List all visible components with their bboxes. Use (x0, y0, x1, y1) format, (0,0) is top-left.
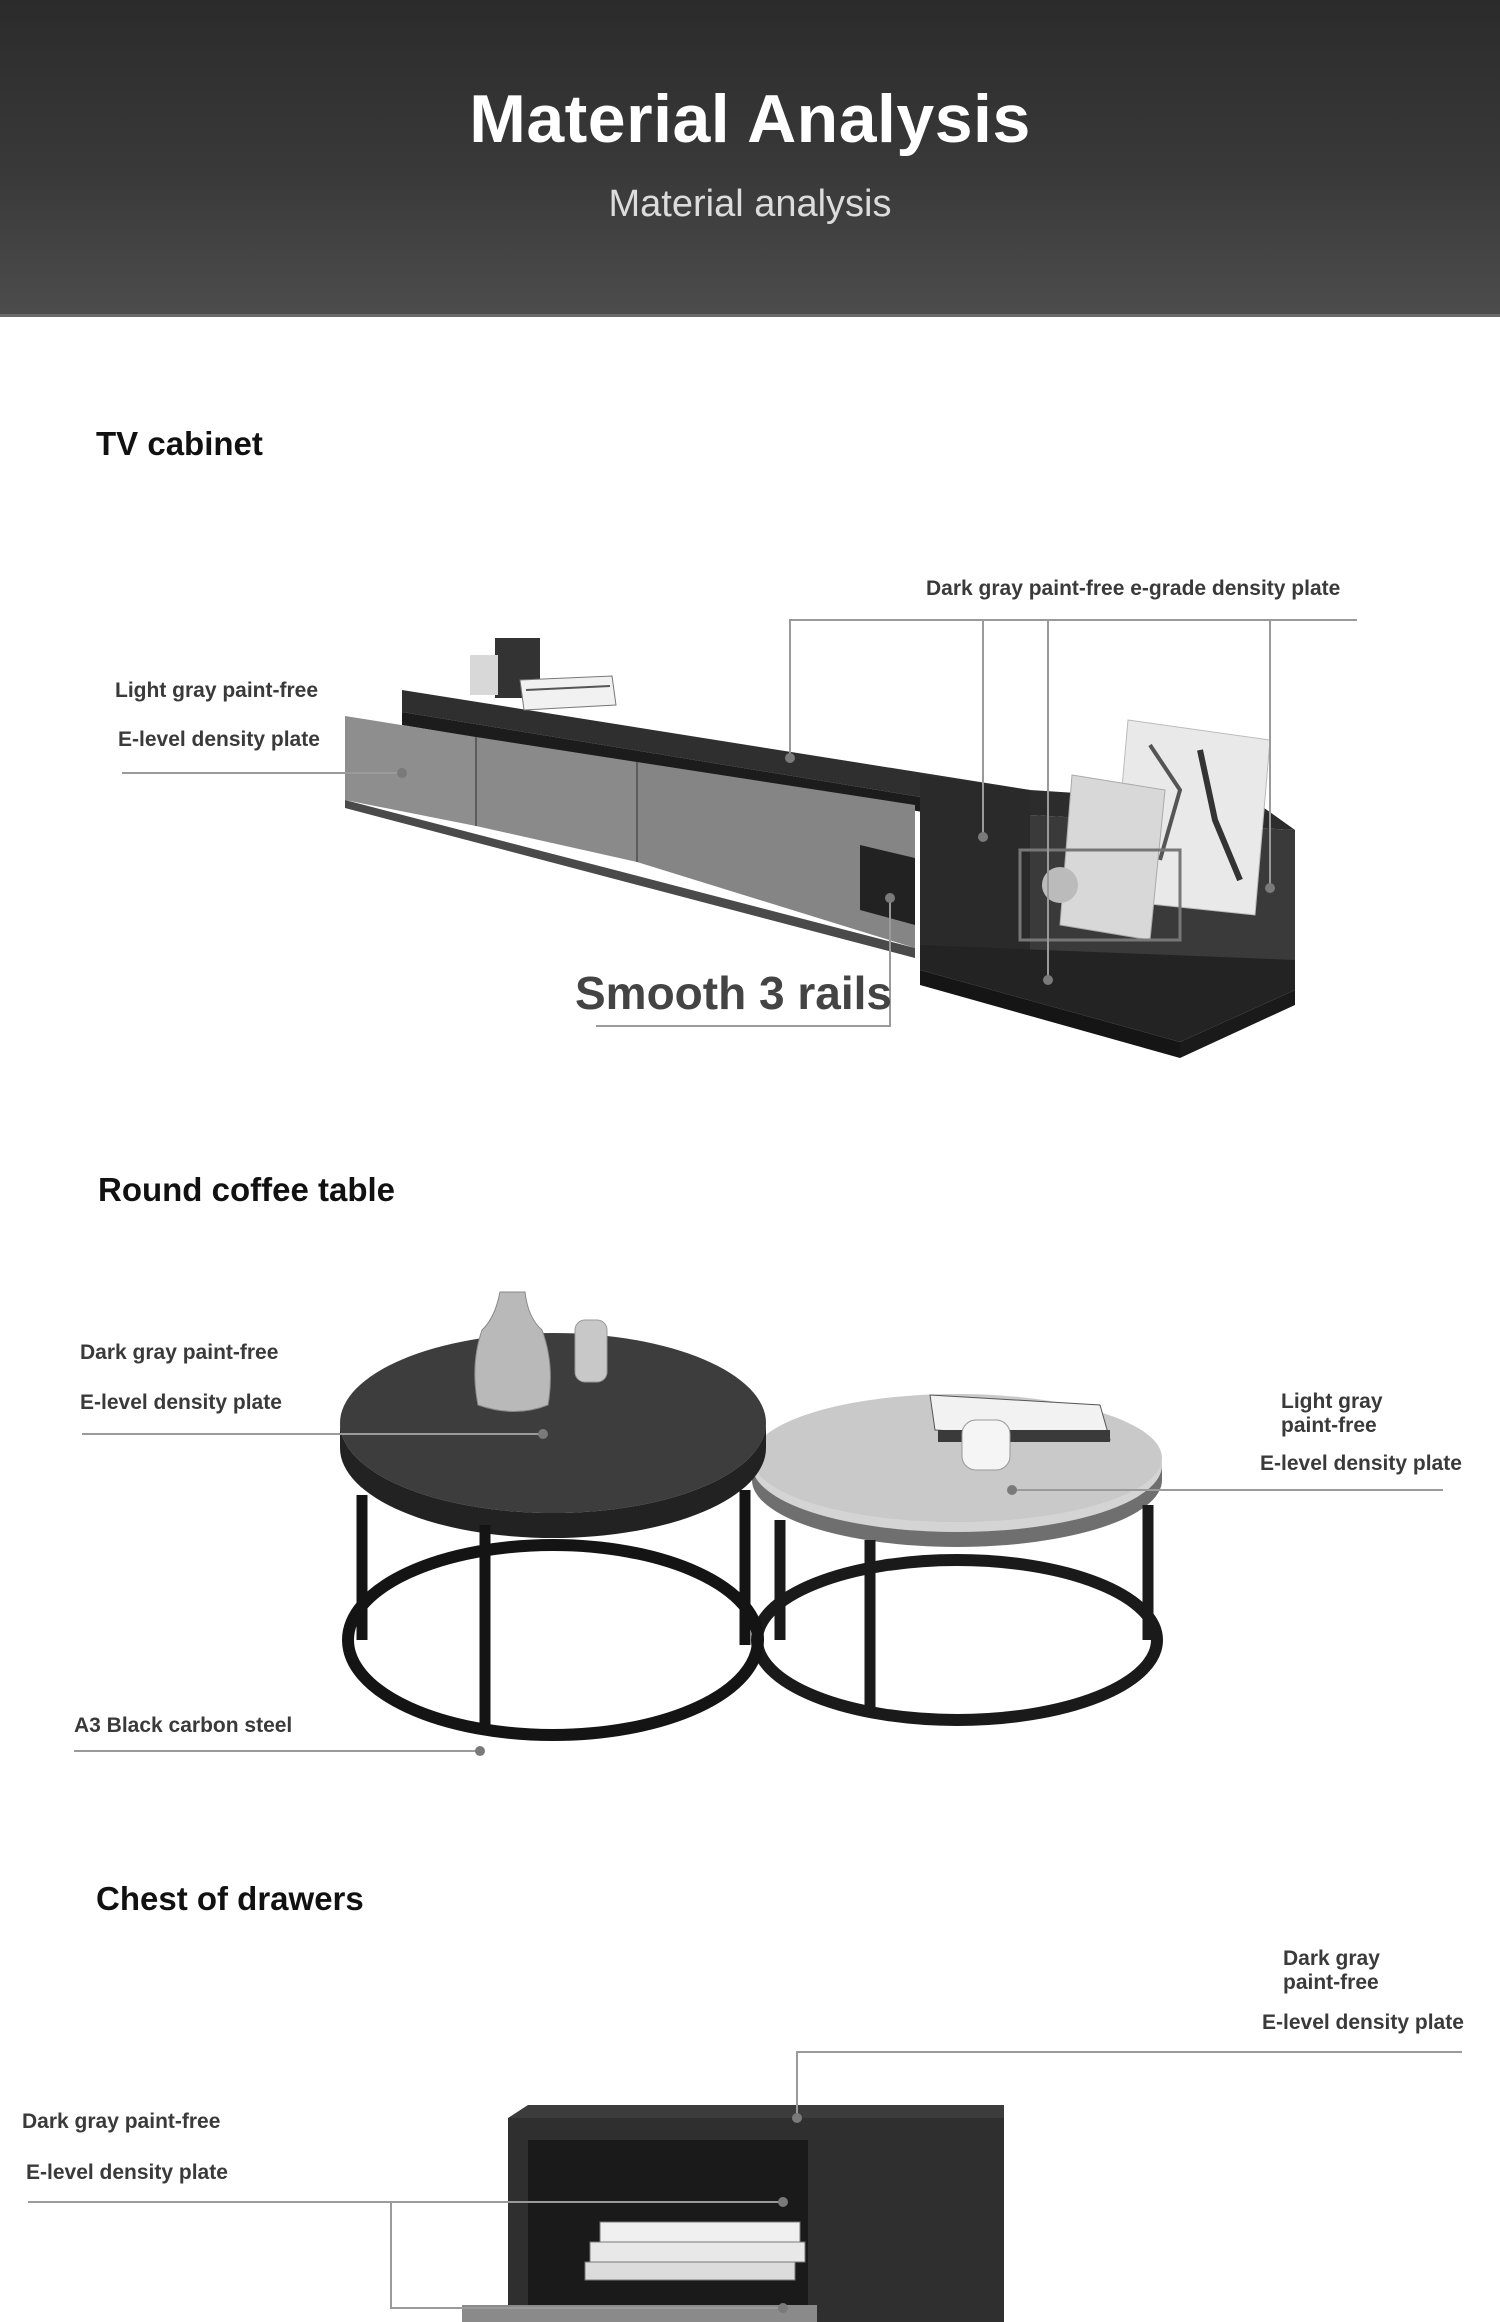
callout-chest-left-line2: E-level density plate (26, 2161, 228, 2184)
callout-chest-left-line1: Dark gray paint-free (22, 2110, 221, 2133)
page-subtitle: Material analysis (608, 183, 892, 225)
callout-dark-gray-line2: E-level density plate (80, 1391, 282, 1414)
callout-dark-gray-line1: Dark gray paint-free (80, 1341, 279, 1364)
callout-chest-right-line1: Dark gray (1283, 1947, 1380, 1970)
callout-smooth-rails: Smooth 3 rails (575, 967, 892, 1019)
callout-light-gray-line2: E-level density plate (118, 728, 320, 751)
chest-illustration (462, 2105, 1004, 2322)
section-title-chest: Chest of drawers (96, 1880, 364, 1917)
callout-light-gray-line1: Light gray paint-free (115, 679, 319, 702)
page-title: Material Analysis (469, 81, 1031, 157)
section-title-coffee-table: Round coffee table (98, 1171, 396, 1208)
section-title-tv-cabinet: TV cabinet (96, 425, 263, 462)
callout-dark-gray-plate: Dark gray paint-free e-grade density plate (926, 577, 1341, 600)
callout-chest-right-line2: paint-free (1283, 1971, 1379, 1994)
callout-light-gray-line1: Light gray (1281, 1390, 1383, 1413)
callout-light-gray-line3: E-level density plate (1260, 1452, 1462, 1475)
coffee-table-illustration (340, 1292, 1162, 1735)
callout-light-gray-line2: paint-free (1281, 1414, 1377, 1437)
callout-carbon-steel: A3 Black carbon steel (74, 1714, 293, 1737)
callout-chest-right-line3: E-level density plate (1262, 2011, 1464, 2034)
